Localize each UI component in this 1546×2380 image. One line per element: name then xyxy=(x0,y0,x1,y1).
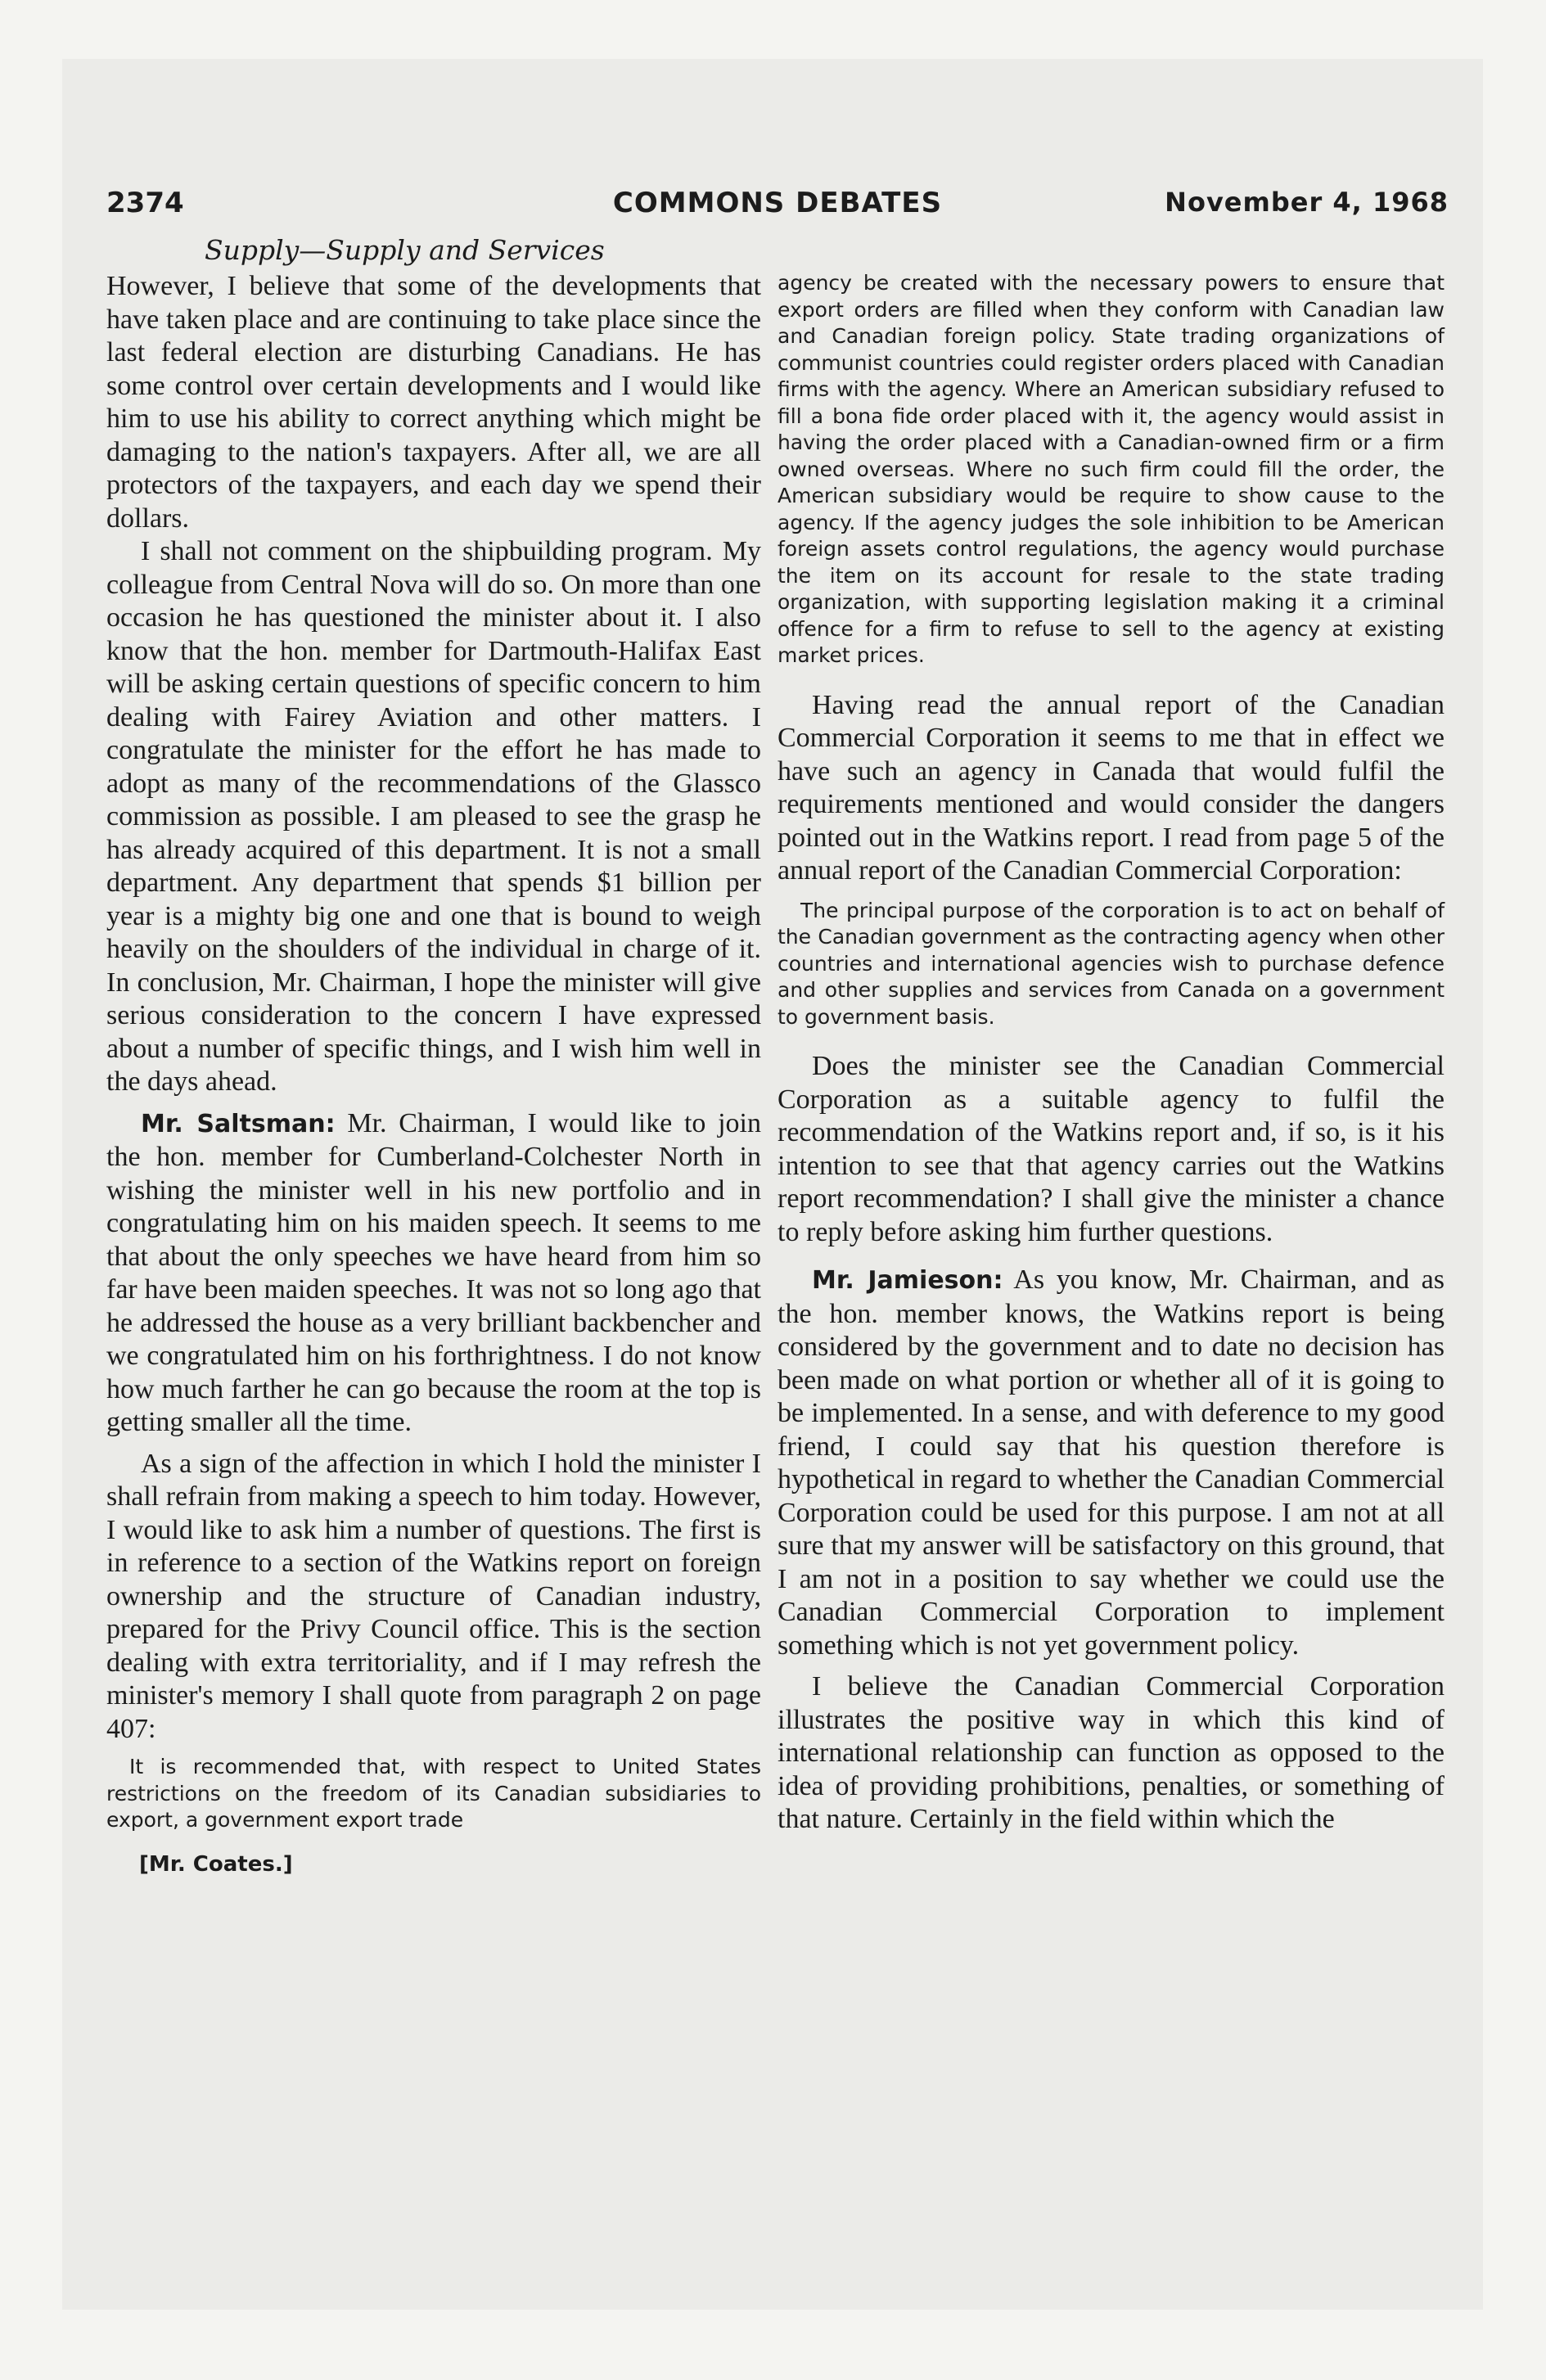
right-column xyxy=(778,270,1445,1837)
page-number: 2374 xyxy=(106,187,184,219)
paragraph: Having read the annual report of the Canadian Commercial Corporation it seems to me that in effect we have such an agency in Canada that would fulfil the requirements mentioned and would consider the dangers pointed out in the Watkins report. I read from page 5 of the annual report of the Canadian Commercial Corporation: xyxy=(778,689,1445,886)
paragraph: Does the minister see the Canadian Commercial Corporation as a suitable agency to fulfil the recommendation of the Watkins report and, if so, is it his intention to see that that agency carries out the Watkins report recommendation? I shall give the minister a chance to reply before asking him further questions. xyxy=(778,1051,1445,1247)
paragraph xyxy=(106,1107,761,1440)
left-column xyxy=(106,270,761,1877)
paragraph: As a sign of the affection in which I hold the minister I shall refrain from making a speech to him today. However, I would like to ask him a number of questions. The first is in reference to a section of the Watkins report on foreign ownership and the structure of Canadian industry, prepared for the Privy Council office. This is the section dealing with extra territoriality, and if I may refresh the minister's memory I shall quote from paragraph 2 on page 407: xyxy=(106,1448,761,1744)
block-quote: It is recommended that, with respect to United States restrictions on the freedom of its Canadian subsidiaries to export, a government export trade xyxy=(106,1755,761,1832)
page-date: November 4, 1968 xyxy=(1165,187,1449,218)
speech-text: Mr. Chairman, I would like to join the hon. member for Cumberland-Colchester North in wishing the minister well in his new portfolio and in congratulating him on his maiden speech. It seems to me that about the only speeches we have heard from him so far have been maiden speeches. It was not so long ago that he addressed the house as a very brilliant backbencher and we congratulated him on his forthrightness. I do not know how much farther he can go because the room at the top is getting smaller all the time. xyxy=(106,1107,761,1437)
speaker-attribution: [Mr. Coates.] xyxy=(139,1851,293,1877)
speaker-name: Mr. Saltsman: xyxy=(141,1109,336,1138)
paragraph: However, I believe that some of the developments that have taken place and are continuing to take place since the last federal election are disturbing Canadians. He has some control over certain developments and I would like him to use his ability to correct anything which might be damaging to the nation's taxpayers. After all, we are all protectors of the taxpayers, and each day we spend their dollars. xyxy=(106,271,761,534)
section-subheading: Supply—Supply and Services xyxy=(205,234,605,266)
block-quote: agency be created with the necessary powers to ensure that export orders are filled when they conform with Canadian law and Canadian foreign policy. State trading organizations of communist countries could register orders placed with Canadian firms with the agency. Where an American subsidiary refused to fill a bona fide order placed with it, the agency would assist in having the order placed with a Canadian-owned firm or a firm owned overseas. Where no such firm could fill the order, the American subsidiary would be require to show cause to the agency. If the agency judges the sole inhibition to be American foreign assets control regulations, the agency would purchase the item on its account for resale to the state trading organization, with supporting legislation making it a criminal offence for a firm to refuse to sell to the agency at existing market prices. xyxy=(778,271,1445,667)
block-quote: The principal purpose of the corporation is to act on behalf of the Canadian government as the contracting agency when other countries and international agencies wish to purchase defence and other supplies and services from Canada on a government to government basis. xyxy=(778,898,1445,1029)
page-header xyxy=(106,187,1449,236)
paragraph xyxy=(778,1264,1445,1662)
paragraph: I shall not comment on the shipbuilding program. My colleague from Central Nova will do so. On more than one occasion he has questioned the minister about it. I also know that the hon. member for Dartmouth-Halifax East will be asking certain questions of specific concern to him dealing with Fairey Aviation and other matters. I congratulate the minister for the effort he has made to adopt as many of the recommendations of the Glassco commission as possible. I am pleased to see the grasp he has already acquired of this department. It is not a small department. Any department that spends $1 billion per year is a mighty big one and one that is bound to weigh heavily on the shoulders of the individual in charge of it. In conclusion, Mr. Chairman, I hope the minister will give serious consideration to the concern I have expressed about a number of specific things, and I wish him well in the days ahead. xyxy=(106,536,761,1097)
speaker-name: Mr. Jamieson: xyxy=(812,1266,1003,1295)
speech-text: As you know, Mr. Chairman, and as the hon. member knows, the Watkins report is being considered by the government and to date no decision has been made on what portion or whether all of it is going to be implemented. In a sense, and with deference to my good friend, I could say that his question therefore is hypothetical in regard to whether the Canadian Commercial Corporation could be used for this purpose. I am not at all sure that my answer will be satisfactory on this ground, that I am not in a position to say whether we could use the Canadian Commercial Corporation to implement something which is not yet government policy. xyxy=(778,1264,1445,1661)
paragraph: I believe the Canadian Commercial Corporation illustrates the positive way in which this kind of international relationship can function as opposed to the idea of providing prohibitions, penalties, or something of that nature. Certainly in the field within which the xyxy=(778,1671,1445,1834)
journal-title: COMMONS DEBATES xyxy=(612,187,943,219)
